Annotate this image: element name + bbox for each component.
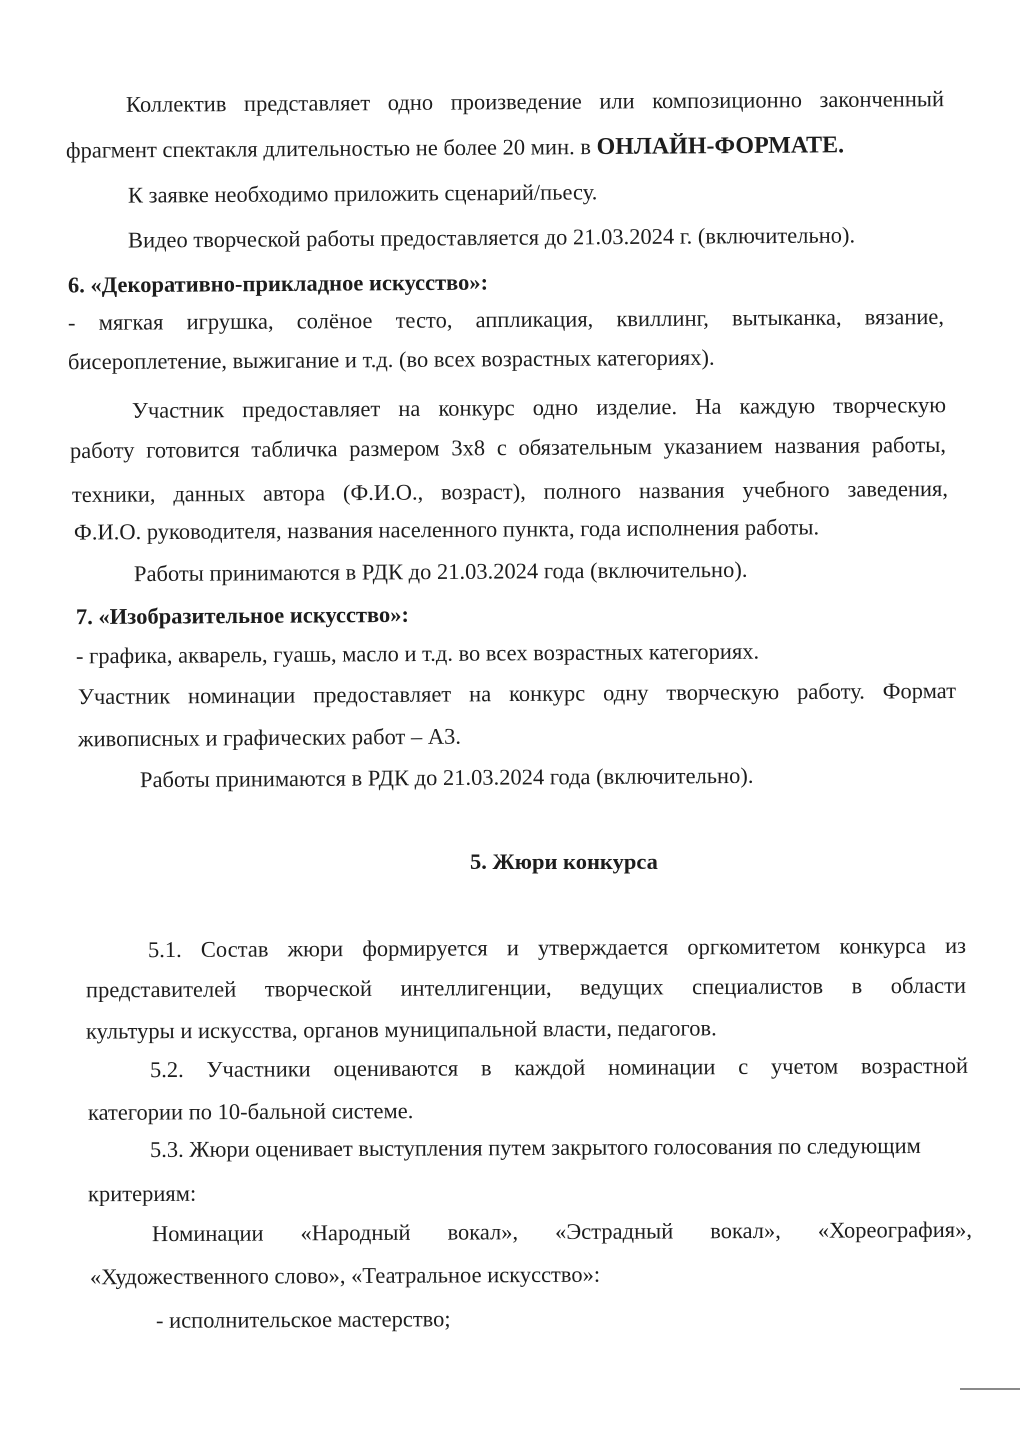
- paragraph-line: Работы принимаются в РДК до 21.03.2024 года (включительно).: [133, 556, 748, 587]
- online-format-emphasis: ОНЛАЙН-ФОРМАТЕ.: [596, 132, 845, 161]
- paragraph-line: критериям:: [87, 1180, 197, 1207]
- paragraph-line: [66, 131, 844, 164]
- paragraph-line: живописных и графических работ – А3.: [77, 723, 462, 752]
- paragraph-line: категории по 10-бальной системе.: [87, 1098, 414, 1125]
- paragraph-line: культуры и искусства, органов муниципальной власти, педагогов.: [85, 1015, 717, 1044]
- paragraph-line: - графика, акварель, гуашь, масло и т.д. во всех возрастных категориях.: [75, 638, 760, 669]
- section-heading-fine-arts: 7. «Изобразительное искусство»:: [75, 601, 410, 630]
- paragraph-line: - исполнительское мастерство;: [155, 1306, 451, 1333]
- section-title-jury: 5. Жюри конкурса: [470, 849, 658, 874]
- paragraph-line: - мягкая игрушка, солёное тесто, аппликация, квиллинг, вытыканка, вязание,: [67, 303, 945, 336]
- paragraph-line: 5.2. Участники оцениваются в каждой номинации с учетом возрастной: [149, 1052, 969, 1083]
- paragraph-line: Видео творческой работы предоставляется до 21.03.2024 г. (включительно).: [127, 222, 856, 253]
- paragraph-line: К заявке необходимо приложить сценарий/пьесу.: [127, 179, 598, 208]
- paragraph-line: бисероплетение, выжигание и т.д. (во всех возрастных категориях).: [67, 344, 715, 375]
- paragraph-line: Работы принимаются в РДК до 21.03.2024 года (включительно).: [139, 762, 754, 793]
- paragraph-line: техники, данных автора (Ф.И.О., возраст), полного названия учебного заведения,: [71, 475, 949, 508]
- scan-edge-mark: [960, 1388, 1020, 1390]
- paragraph-line: Ф.И.О. руководителя, названия населенного пункта, года исполнения работы.: [73, 514, 820, 545]
- paragraph-text: фрагмент спектакля длительностью не более 20 мин. в: [65, 134, 597, 163]
- paragraph-line: представителей творческой интеллигенции, ведущих специалистов в области: [85, 972, 967, 1003]
- paragraph-line: Участник предоставляет на конкурс одно изделие. На каждую творческую: [131, 392, 947, 423]
- paragraph-line: 5.1. Состав жюри формируется и утверждается оргкомитетом конкурса из: [147, 932, 967, 963]
- paragraph-line: Номинации «Народный вокал», «Эстрадный вокал», «Хореография»,: [151, 1216, 973, 1247]
- paragraph-line: 5.3. Жюри оценивает выступления путем закрытого голосования по следующим: [149, 1132, 921, 1163]
- paragraph-line: «Художественного слово», «Театральное искусство»:: [89, 1261, 601, 1290]
- section-heading-decorative-arts: 6. «Декоративно-прикладное искусство»:: [67, 269, 489, 298]
- paragraph-line: Коллектив представляет одно произведение или композиционно законченный: [125, 86, 945, 117]
- paragraph-line: Участник номинации предоставляет на конкурс одну творческую работу. Формат: [77, 677, 957, 710]
- paragraph-line: работу готовится табличка размером 3х8 с обязательным указанием названия работы,: [69, 431, 947, 464]
